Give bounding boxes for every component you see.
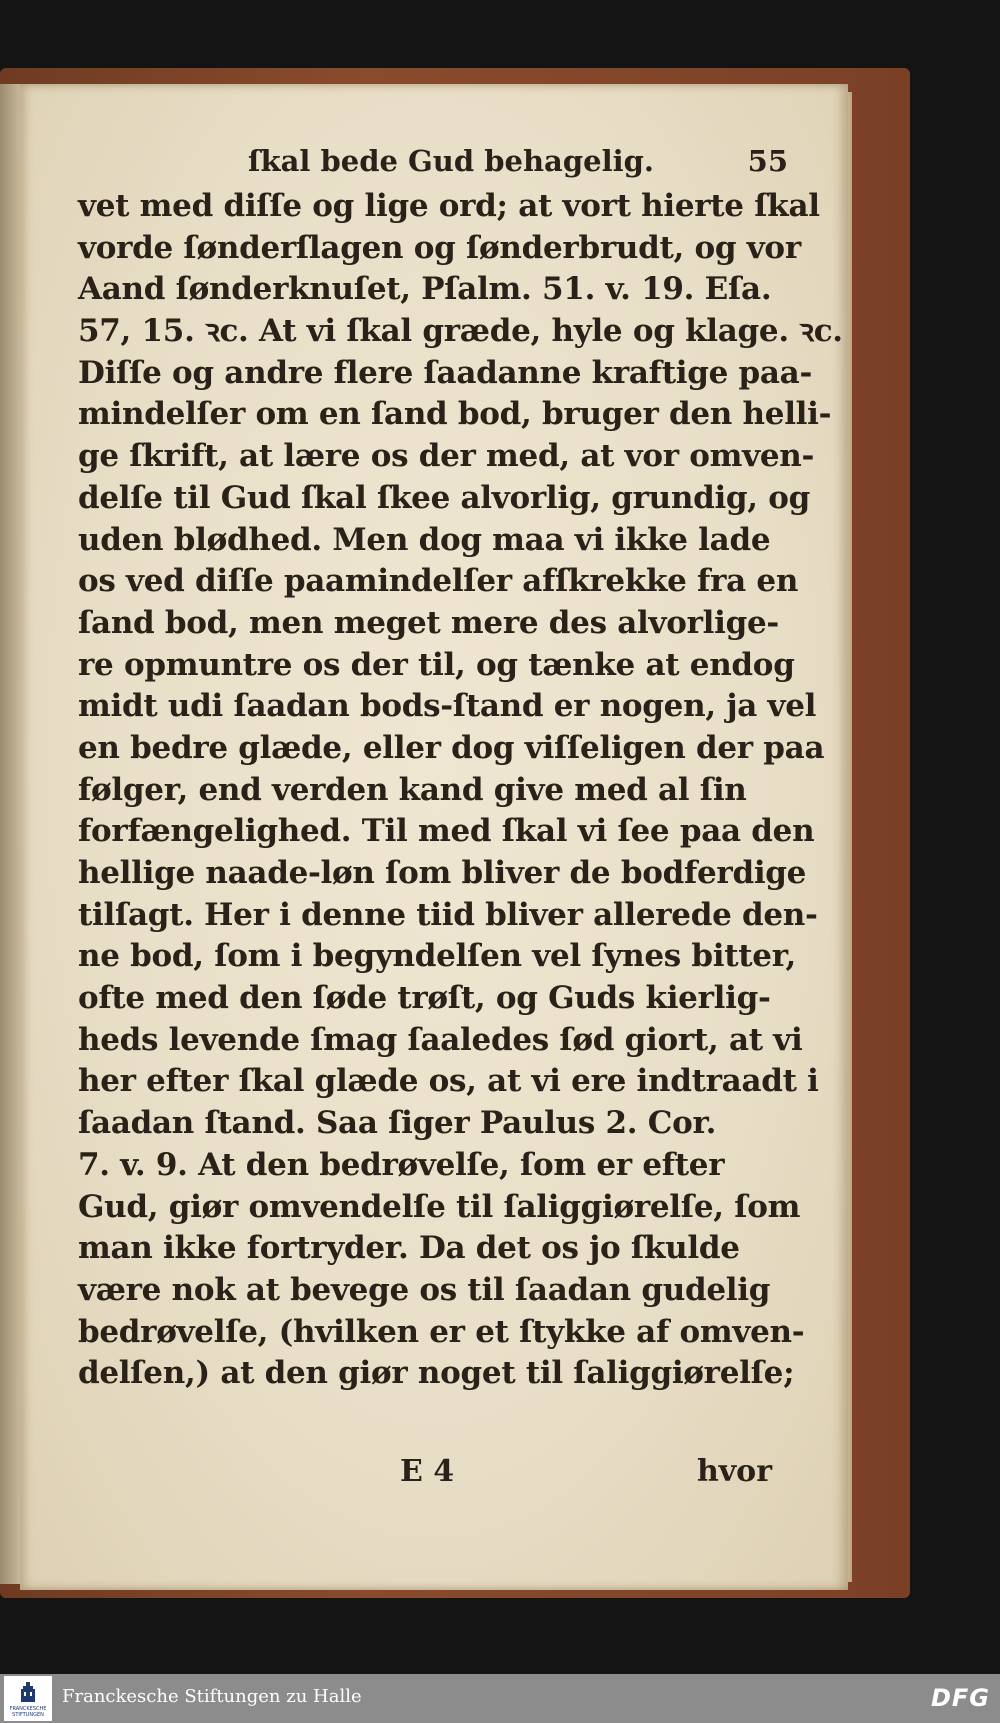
text-line: delſe til Gud ſkal ſkee alvorlig, grundig, og [78,479,811,516]
text-line: os ved diſſe paamindelſer afſkrekke fra en [78,563,799,600]
text-line: uden blødhed. Men dog maa vi ikke lade [78,521,771,558]
page-header [98,144,808,186]
text-line: re opmuntre os der til, og tænke at endog [78,646,795,683]
building-icon [21,1682,35,1702]
text-line: her efter ſkal glæde os, at vi ere indtraadt i [78,1063,819,1100]
text-line: være nok at bevege os til ſaadan gudelig [78,1271,771,1308]
page-number: 55 [747,144,788,178]
text-line: ne bod, ſom i begyndelſen vel ſynes bitter, [78,938,796,975]
text-line: en bedre glæde, eller dog viſſeligen der paa [78,729,825,766]
text-line: 57, 15. ꝛc. At vi ſkal græde, hyle og klage. ꝛc. [78,313,843,350]
text-line: tilſagt. Her i denne tiid bliver allerede den- [78,896,818,933]
facing-page-edge [0,84,22,1584]
viewer-footer-bar [0,1674,1000,1723]
text-line: heds levende ſmag ſaaledes ſød giort, at vi [78,1021,803,1058]
text-line: Gud, giør omvendelſe til ſaliggiørelſe, ſom [78,1188,801,1225]
francke-foundation-logo[interactable] [4,1676,52,1721]
signature-mark: E 4 [400,1454,455,1489]
text-line: bedrøvelſe, (hvilken er et ſtykke af omven- [78,1313,805,1350]
text-line: delſen,) at den giør noget til ſaliggiørelſe; [78,1355,795,1392]
text-line: ſand bod, men meget mere des alvorlige- [78,604,779,641]
page-footer [20,1454,848,1494]
text-line: man ikke fortryder. Da det os jo ſkulde [78,1230,740,1267]
text-line: ſaadan ſtand. Saa ſiger Paulus 2. Cor. [78,1105,717,1142]
text-line: ge ſkrift, at lære os der med, at vor omven- [78,438,815,475]
text-line: forfængelighed. Til med ſkal vi ſee paa den [78,813,815,850]
body-text [78,186,843,1395]
logo-wordmark: FRANCKESCHE STIFTUNGEN [9,1706,47,1718]
institution-name[interactable]: Franckesche Stiftungen zu Halle [62,1686,362,1707]
text-line: vorde ſønderſlagen og ſønderbrudt, og vor [78,229,801,266]
text-line: 7. v. 9. At den bedrøvelſe, ſom er efter [78,1146,725,1183]
dfg-logo[interactable]: DFG [930,1684,990,1712]
text-line: følger, end verden kand give med al ſin [78,771,747,808]
text-line: vet med diſſe og lige ord; at vort hierte ſkal [78,188,820,224]
text-line: Diſſe og andre flere ſaadanne kraftige paa- [78,354,813,391]
catchword: hvor [696,1454,772,1489]
text-line: hellige naade-løn ſom bliver de bodferdige [78,855,807,891]
text-line: ofte med den ſøde trøſt, og Guds kierlig- [78,980,771,1017]
text-line: mindelſer om en ſand bod, bruger den helli- [78,396,832,433]
text-line: midt udi ſaadan bods-ſtand er nogen, ja vel [78,688,817,725]
running-title: ſkal bede Gud behagelig. [248,144,654,178]
book-page [20,84,848,1590]
text-line: Aand ſønderknuſet, Pſalm. 51. v. 19. Eſa. [78,271,772,308]
